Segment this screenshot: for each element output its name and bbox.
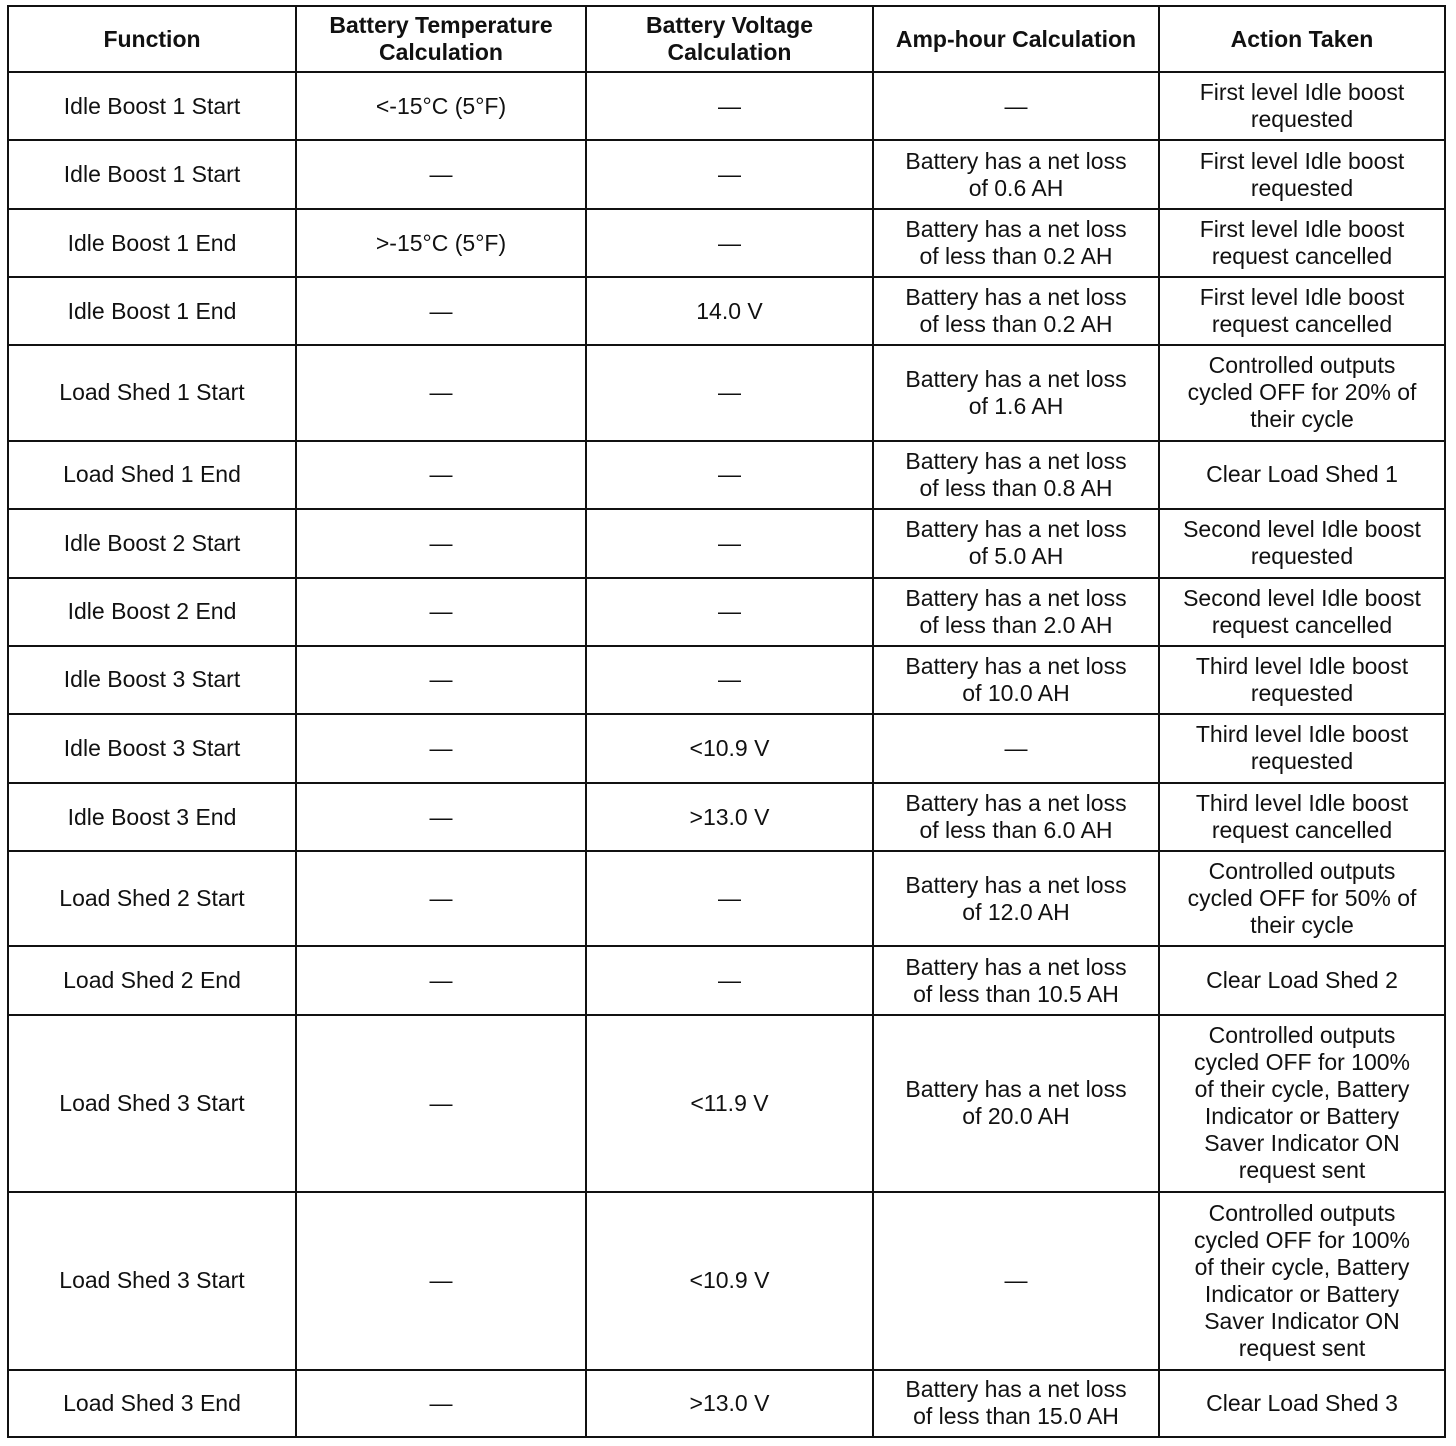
cell-function: Load Shed 3 Start	[8, 1015, 296, 1191]
cell-battery-voltage: <10.9 V	[586, 1192, 873, 1370]
cell-action-taken: Third level Idle boost requested	[1159, 714, 1445, 783]
cell-battery-temperature: —	[296, 851, 586, 946]
table-row	[8, 1370, 1445, 1437]
cell-battery-voltage: —	[586, 72, 873, 140]
header-battery-temperature: Battery Temperature Calculation	[296, 6, 586, 72]
cell-action-taken: First level Idle boost request cancelled	[1159, 277, 1445, 345]
cell-function: Load Shed 1 End	[8, 441, 296, 509]
cell-function: Idle Boost 2 End	[8, 578, 296, 646]
cell-function: Load Shed 3 End	[8, 1370, 296, 1437]
cell-amp-hour: —	[873, 714, 1159, 783]
cell-battery-voltage: —	[586, 345, 873, 440]
cell-battery-voltage: <11.9 V	[586, 1015, 873, 1191]
table-row	[8, 714, 1445, 783]
cell-amp-hour: Battery has a net loss of less than 0.2 AH	[873, 209, 1159, 277]
cell-amp-hour: Battery has a net loss of 10.0 AH	[873, 646, 1159, 714]
cell-action-taken: First level Idle boost request cancelled	[1159, 209, 1445, 277]
cell-battery-voltage: 14.0 V	[586, 277, 873, 345]
cell-action-taken: Second level Idle boost requested	[1159, 509, 1445, 578]
table-header	[8, 6, 1445, 72]
cell-action-taken: Third level Idle boost requested	[1159, 646, 1445, 714]
cell-function: Idle Boost 3 Start	[8, 714, 296, 783]
table-row	[8, 783, 1445, 851]
cell-action-taken: Third level Idle boost request cancelled	[1159, 783, 1445, 851]
table-row	[8, 946, 1445, 1015]
cell-function: Idle Boost 1 End	[8, 277, 296, 345]
cell-function: Idle Boost 1 Start	[8, 72, 296, 140]
cell-function: Idle Boost 3 End	[8, 783, 296, 851]
cell-function: Idle Boost 2 Start	[8, 509, 296, 578]
cell-amp-hour: Battery has a net loss of less than 6.0 AH	[873, 783, 1159, 851]
cell-battery-temperature: —	[296, 646, 586, 714]
cell-amp-hour: Battery has a net loss of 0.6 AH	[873, 140, 1159, 209]
table-row	[8, 345, 1445, 440]
cell-battery-temperature: —	[296, 783, 586, 851]
cell-function: Idle Boost 1 End	[8, 209, 296, 277]
cell-battery-voltage: —	[586, 578, 873, 646]
cell-amp-hour: Battery has a net loss of 12.0 AH	[873, 851, 1159, 946]
cell-battery-temperature: —	[296, 277, 586, 345]
cell-battery-voltage: —	[586, 140, 873, 209]
table-row	[8, 509, 1445, 578]
cell-function: Idle Boost 1 Start	[8, 140, 296, 209]
cell-amp-hour: Battery has a net loss of less than 10.5 AH	[873, 946, 1159, 1015]
cell-battery-temperature: —	[296, 946, 586, 1015]
table-row	[8, 441, 1445, 509]
cell-battery-temperature: —	[296, 345, 586, 440]
cell-battery-temperature: —	[296, 714, 586, 783]
cell-action-taken: Controlled outputs cycled OFF for 100% of their cycle, Battery Indicator or Battery Saver Indicator ON request sent	[1159, 1192, 1445, 1370]
cell-action-taken: First level Idle boost requested	[1159, 72, 1445, 140]
cell-battery-voltage: <10.9 V	[586, 714, 873, 783]
cell-function: Load Shed 1 Start	[8, 345, 296, 440]
header-function: Function	[8, 6, 296, 72]
cell-battery-voltage: —	[586, 946, 873, 1015]
cell-battery-temperature: —	[296, 1370, 586, 1437]
cell-action-taken: Controlled outputs cycled OFF for 100% of their cycle, Battery Indicator or Battery Saver Indicator ON request sent	[1159, 1015, 1445, 1191]
table-row	[8, 277, 1445, 345]
cell-battery-voltage: —	[586, 646, 873, 714]
table-body	[8, 72, 1445, 1437]
cell-action-taken: Clear Load Shed 3	[1159, 1370, 1445, 1437]
table-row	[8, 1015, 1445, 1191]
table-row	[8, 1192, 1445, 1370]
cell-battery-voltage: —	[586, 851, 873, 946]
table-row	[8, 140, 1445, 209]
table-row	[8, 72, 1445, 140]
header-row	[8, 6, 1445, 72]
cell-action-taken: Second level Idle boost request cancelled	[1159, 578, 1445, 646]
battery-management-table	[7, 5, 1446, 1438]
cell-action-taken: Clear Load Shed 2	[1159, 946, 1445, 1015]
cell-function: Idle Boost 3 Start	[8, 646, 296, 714]
cell-amp-hour: Battery has a net loss of less than 0.8 AH	[873, 441, 1159, 509]
cell-action-taken: Controlled outputs cycled OFF for 50% of their cycle	[1159, 851, 1445, 946]
header-battery-voltage: Battery Voltage Calculation	[586, 6, 873, 72]
cell-battery-temperature: —	[296, 1192, 586, 1370]
table-row	[8, 209, 1445, 277]
cell-amp-hour: Battery has a net loss of less than 15.0 AH	[873, 1370, 1159, 1437]
cell-action-taken: Clear Load Shed 1	[1159, 441, 1445, 509]
cell-battery-temperature: >-15°C (5°F)	[296, 209, 586, 277]
cell-amp-hour: —	[873, 1192, 1159, 1370]
cell-battery-temperature: —	[296, 140, 586, 209]
cell-function: Load Shed 2 End	[8, 946, 296, 1015]
table-row	[8, 646, 1445, 714]
cell-battery-voltage: >13.0 V	[586, 783, 873, 851]
cell-battery-voltage: —	[586, 209, 873, 277]
cell-amp-hour: Battery has a net loss of less than 2.0 AH	[873, 578, 1159, 646]
cell-action-taken: First level Idle boost requested	[1159, 140, 1445, 209]
header-action-taken: Action Taken	[1159, 6, 1445, 72]
cell-battery-voltage: >13.0 V	[586, 1370, 873, 1437]
cell-battery-voltage: —	[586, 441, 873, 509]
cell-battery-temperature: <-15°C (5°F)	[296, 72, 586, 140]
cell-amp-hour: —	[873, 72, 1159, 140]
cell-amp-hour: Battery has a net loss of 20.0 AH	[873, 1015, 1159, 1191]
table-row	[8, 578, 1445, 646]
header-amp-hour: Amp-hour Calculation	[873, 6, 1159, 72]
cell-battery-temperature: —	[296, 578, 586, 646]
cell-battery-temperature: —	[296, 509, 586, 578]
table-row	[8, 851, 1445, 946]
cell-battery-voltage: —	[586, 509, 873, 578]
cell-amp-hour: Battery has a net loss of 5.0 AH	[873, 509, 1159, 578]
cell-action-taken: Controlled outputs cycled OFF for 20% of their cycle	[1159, 345, 1445, 440]
cell-function: Load Shed 3 Start	[8, 1192, 296, 1370]
cell-battery-temperature: —	[296, 441, 586, 509]
cell-function: Load Shed 2 Start	[8, 851, 296, 946]
cell-amp-hour: Battery has a net loss of less than 0.2 AH	[873, 277, 1159, 345]
cell-battery-temperature: —	[296, 1015, 586, 1191]
cell-amp-hour: Battery has a net loss of 1.6 AH	[873, 345, 1159, 440]
